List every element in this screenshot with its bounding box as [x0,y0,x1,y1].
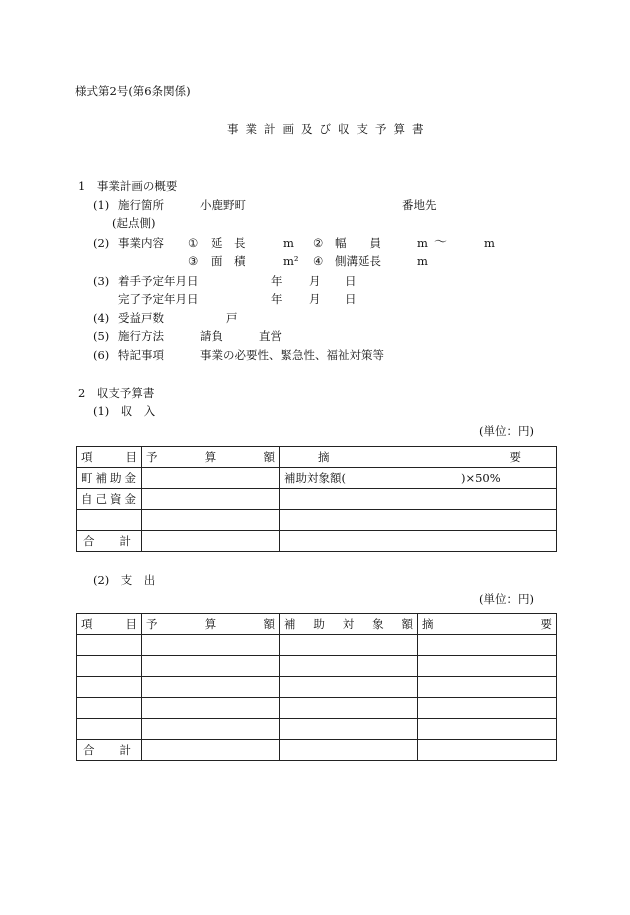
expense-item-cell[interactable] [77,635,142,656]
expense-note-cell[interactable] [418,740,557,761]
income-budget-cell[interactable] [142,489,280,510]
expense-item-cell[interactable] [77,719,142,740]
income-row-self [77,489,557,510]
expense-header-row [77,614,557,635]
expense-subsidy-cell[interactable] [280,656,418,677]
expense-row [77,698,557,719]
area-num: ③ [188,254,199,268]
income-header-budget: 予 算 額 [142,447,280,468]
item1-num: (1) [93,198,110,212]
income-item-cell: 町補助金 [77,468,142,489]
households-unit: 戸 [226,311,238,325]
income-total-label: 合 計 [77,531,142,552]
extension-label: 延 長 [211,236,246,250]
expense-subsidy-cell[interactable] [280,635,418,656]
start-day: 日 [345,274,357,288]
item2-label: 事業内容 [118,236,164,250]
item4-num: (4) [93,311,110,325]
expense-note-cell[interactable] [418,635,557,656]
expense-subsidy-cell[interactable] [280,698,418,719]
income-item-cell[interactable] [77,510,142,531]
method-direct: 直営 [259,329,282,343]
width-label: 幅 員 [335,236,381,250]
expense-header-budget: 予 算 額 [142,614,280,635]
income-note-cell[interactable] [280,489,557,510]
expense-budget-cell[interactable] [142,677,280,698]
finish-year: 年 [271,292,283,306]
expense-subsidy-cell[interactable] [280,677,418,698]
notes-value: 事業の必要性、緊急性、福祉対策等 [200,348,384,362]
income-header-item: 項 目 [77,447,142,468]
income-unit: (単位：円) [479,424,534,438]
income-row-total [77,531,557,552]
income-note-cell[interactable] [280,531,557,552]
method-contract: 請負 [200,329,223,343]
expense-total-label: 合 計 [77,740,142,761]
income-label: (1) 収 入 [93,404,156,418]
income-item-cell: 自己資金 [77,489,142,510]
expense-budget-cell[interactable] [142,740,280,761]
document-title: 事業計画及び収支予算書 [227,122,431,136]
form-number: 様式第2号(第6条関係) [75,84,191,98]
item1-label: 施行箇所 [118,198,164,212]
finish-label: 完了予定年月日 [118,292,199,306]
finish-month: 月 [309,292,321,306]
income-header-note: 摘 要 [280,447,557,468]
item2-num: (2) [93,236,110,250]
expense-item-cell[interactable] [77,677,142,698]
item6-num: (6) [93,348,110,362]
expense-row [77,635,557,656]
extension-unit: m [283,236,294,250]
expense-header-note: 摘 要 [418,614,557,635]
item5-num: (5) [93,329,110,343]
item3-num: (3) [93,274,110,288]
income-row-subsidy [77,468,557,489]
expense-note-cell[interactable] [418,698,557,719]
expense-note-cell[interactable] [418,719,557,740]
area-label: 面 積 [211,254,246,268]
location-value: 小鹿野町 [200,198,246,212]
section2-heading: 2 収支予算書 [78,386,155,400]
method-label: 施行方法 [118,329,164,343]
width-num: ② [313,236,324,250]
width-tilde: 〜 [434,235,448,250]
income-note-cell[interactable]: 補助対象額( )×50% [280,468,557,489]
expense-unit: (単位：円) [479,592,534,606]
income-budget-cell[interactable] [142,468,280,489]
ditch-label: 側溝延長 [335,254,381,268]
finish-day: 日 [345,292,357,306]
expense-budget-cell[interactable] [142,698,280,719]
start-year: 年 [271,274,283,288]
income-note-cell[interactable] [280,510,557,531]
expense-row [77,719,557,740]
expense-label: (2) 支 出 [93,573,156,587]
section1-heading: 1 事業計画の概要 [78,179,178,193]
ditch-num: ④ [313,254,324,268]
expense-budget-cell[interactable] [142,635,280,656]
income-budget-cell[interactable] [142,510,280,531]
notes-label: 特記事項 [118,348,164,362]
expense-header-subsidy: 補 助 対 象 額 [280,614,418,635]
width-unit2: m [484,236,495,250]
expense-row [77,656,557,677]
area-unit: m² [283,254,299,268]
extension-num: ① [188,236,199,250]
income-budget-cell[interactable] [142,531,280,552]
households-label: 受益戸数 [118,311,164,325]
expense-subsidy-cell[interactable] [280,740,418,761]
expense-budget-cell[interactable] [142,719,280,740]
start-label: 着手予定年月日 [118,274,199,288]
start-month: 月 [309,274,321,288]
income-row-blank [77,510,557,531]
expense-item-cell[interactable] [77,656,142,677]
location-suffix: 番地先 [402,198,437,212]
expense-row-total [77,740,557,761]
expense-table [76,613,557,761]
expense-header-item: 項 目 [77,614,142,635]
income-header-row [77,447,557,468]
expense-subsidy-cell[interactable] [280,719,418,740]
expense-item-cell[interactable] [77,698,142,719]
expense-note-cell[interactable] [418,656,557,677]
width-unit: m [417,236,428,250]
expense-budget-cell[interactable] [142,656,280,677]
ditch-unit: m [417,254,428,268]
location-sub: (起点側) [112,216,156,230]
expense-row [77,677,557,698]
income-table [76,446,557,552]
expense-note-cell[interactable] [418,677,557,698]
